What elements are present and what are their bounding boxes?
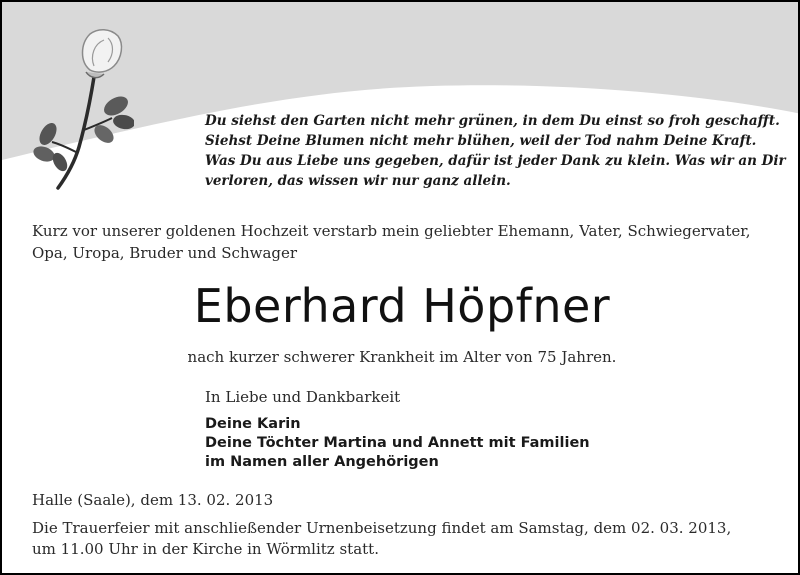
- place-date: Halle (Saale), dem 13. 02. 2013: [32, 491, 274, 509]
- mourner-line: Deine Töchter Martina und Annett mit Familien: [205, 435, 590, 451]
- poem-line: verloren, das wissen wir nur ganz allein.: [205, 173, 511, 189]
- age-line: nach kurzer schwerer Krankheit im Alter von 75 Jahren.: [187, 348, 617, 366]
- poem: [205, 111, 785, 191]
- poem-line: Siehst Deine Blumen nicht mehr blühen, weil der Tod nahm Deine Kraft.: [205, 133, 757, 149]
- mourners-list: [205, 415, 590, 472]
- funeral-line: um 11.00 Uhr in der Kirche in Wörmlitz statt.: [32, 540, 379, 558]
- funeral-info: [32, 518, 782, 560]
- deceased-name: Eberhard Höpfner: [193, 279, 611, 333]
- intro-line: Opa, Uropa, Bruder und Schwager: [32, 244, 298, 262]
- funeral-line: Die Trauerfeier mit anschließender Urnenbeisetzung findet am Samstag, dem 02. 03. 2013,: [32, 519, 732, 537]
- thanks-line: In Liebe und Dankbarkeit: [205, 388, 401, 406]
- poem-line: Du siehst den Garten nicht mehr grünen, in dem Du einst so froh geschafft.: [205, 113, 780, 129]
- intro-text: [32, 220, 782, 264]
- poem-line: Was Du aus Liebe uns gegeben, dafür ist jeder Dank zu klein. Was wir an Dir: [205, 153, 786, 169]
- intro-line: Kurz vor unserer goldenen Hochzeit verstarb mein geliebter Ehemann, Vater, Schwiegervater,: [32, 222, 751, 240]
- mourner-line: Deine Karin: [205, 416, 301, 432]
- rose-icon: [24, 22, 134, 192]
- mourner-line: im Namen aller Angehörigen: [205, 454, 439, 470]
